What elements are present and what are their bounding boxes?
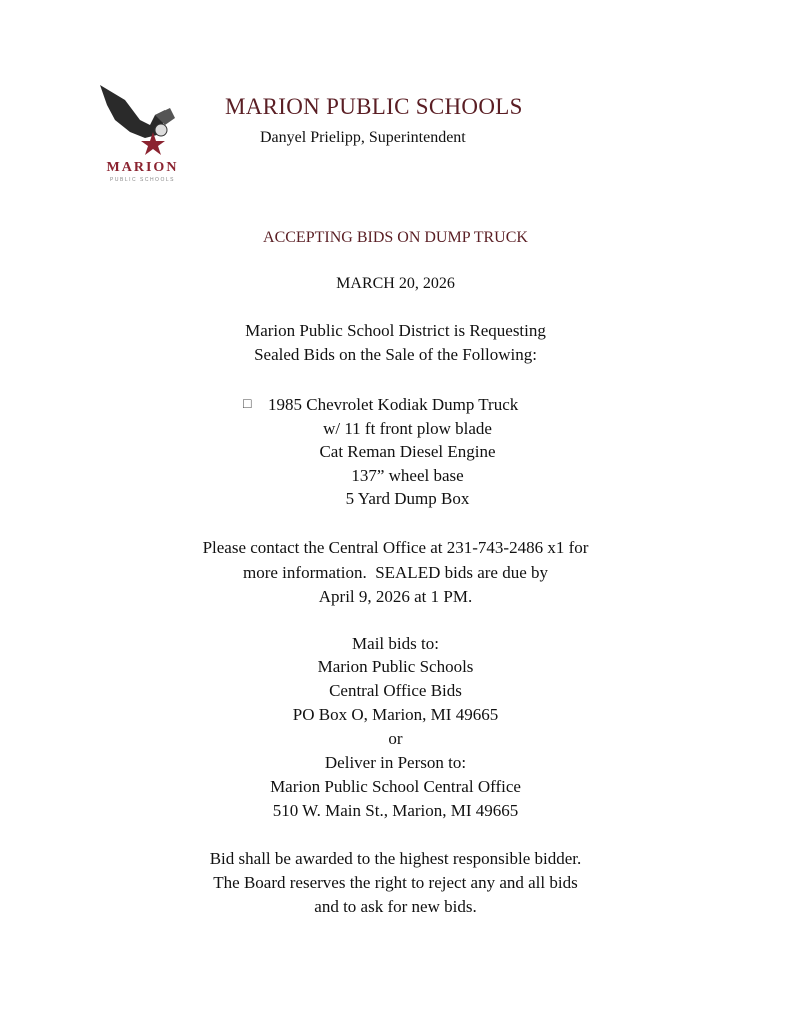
notice-heading: ACCEPTING BIDS ON DUMP TRUCK: [263, 229, 528, 246]
mail-line: Deliver in Person to:: [324, 753, 467, 772]
intro-line: Sealed Bids on the Sale of the Following:: [254, 345, 537, 364]
school-logo: [95, 80, 190, 190]
contact-line: April 9, 2026 at 1 PM.: [318, 587, 473, 606]
item-line: w/ 11 ft front plow blade: [323, 419, 492, 438]
eagle-icon: [95, 80, 190, 160]
closing-line: The Board reserves the right to reject any and all bids: [213, 873, 578, 892]
mail-line: Marion Public Schools: [317, 657, 474, 676]
logo-text: MARION: [106, 160, 179, 175]
mail-line: Mail bids to:: [352, 634, 439, 653]
mail-line: PO Box O, Marion, MI 49665: [292, 705, 499, 724]
closing-line: and to ask for new bids.: [314, 897, 477, 916]
mail-line: Central Office Bids: [329, 681, 462, 700]
contact-line: Please contact the Central Office at 231-743-2486 x1 for: [202, 538, 589, 557]
closing-line: Bid shall be awarded to the highest responsible bidder.: [209, 849, 582, 868]
mail-line: or: [388, 729, 403, 748]
page-title: MARION PUBLIC SCHOOLS: [225, 94, 523, 119]
notice-date: MARCH 20, 2026: [336, 275, 455, 292]
logo-subtext: PUBLIC SCHOOLS: [110, 177, 175, 183]
bullet-icon: □: [243, 397, 252, 412]
superintendent-line: Danyel Prielipp, Superintendent: [260, 129, 466, 146]
item-line: 137” wheel base: [351, 466, 464, 485]
item-line: Cat Reman Diesel Engine: [319, 442, 496, 461]
item-line: 5 Yard Dump Box: [345, 489, 470, 508]
contact-line: more information. SEALED bids are due by: [243, 563, 548, 582]
intro-line: Marion Public School District is Requesting: [245, 321, 546, 340]
mail-line: 510 W. Main St., Marion, MI 49665: [272, 801, 519, 820]
mail-line: Marion Public School Central Office: [270, 777, 521, 796]
item-line: 1985 Chevrolet Kodiak Dump Truck: [268, 395, 519, 414]
